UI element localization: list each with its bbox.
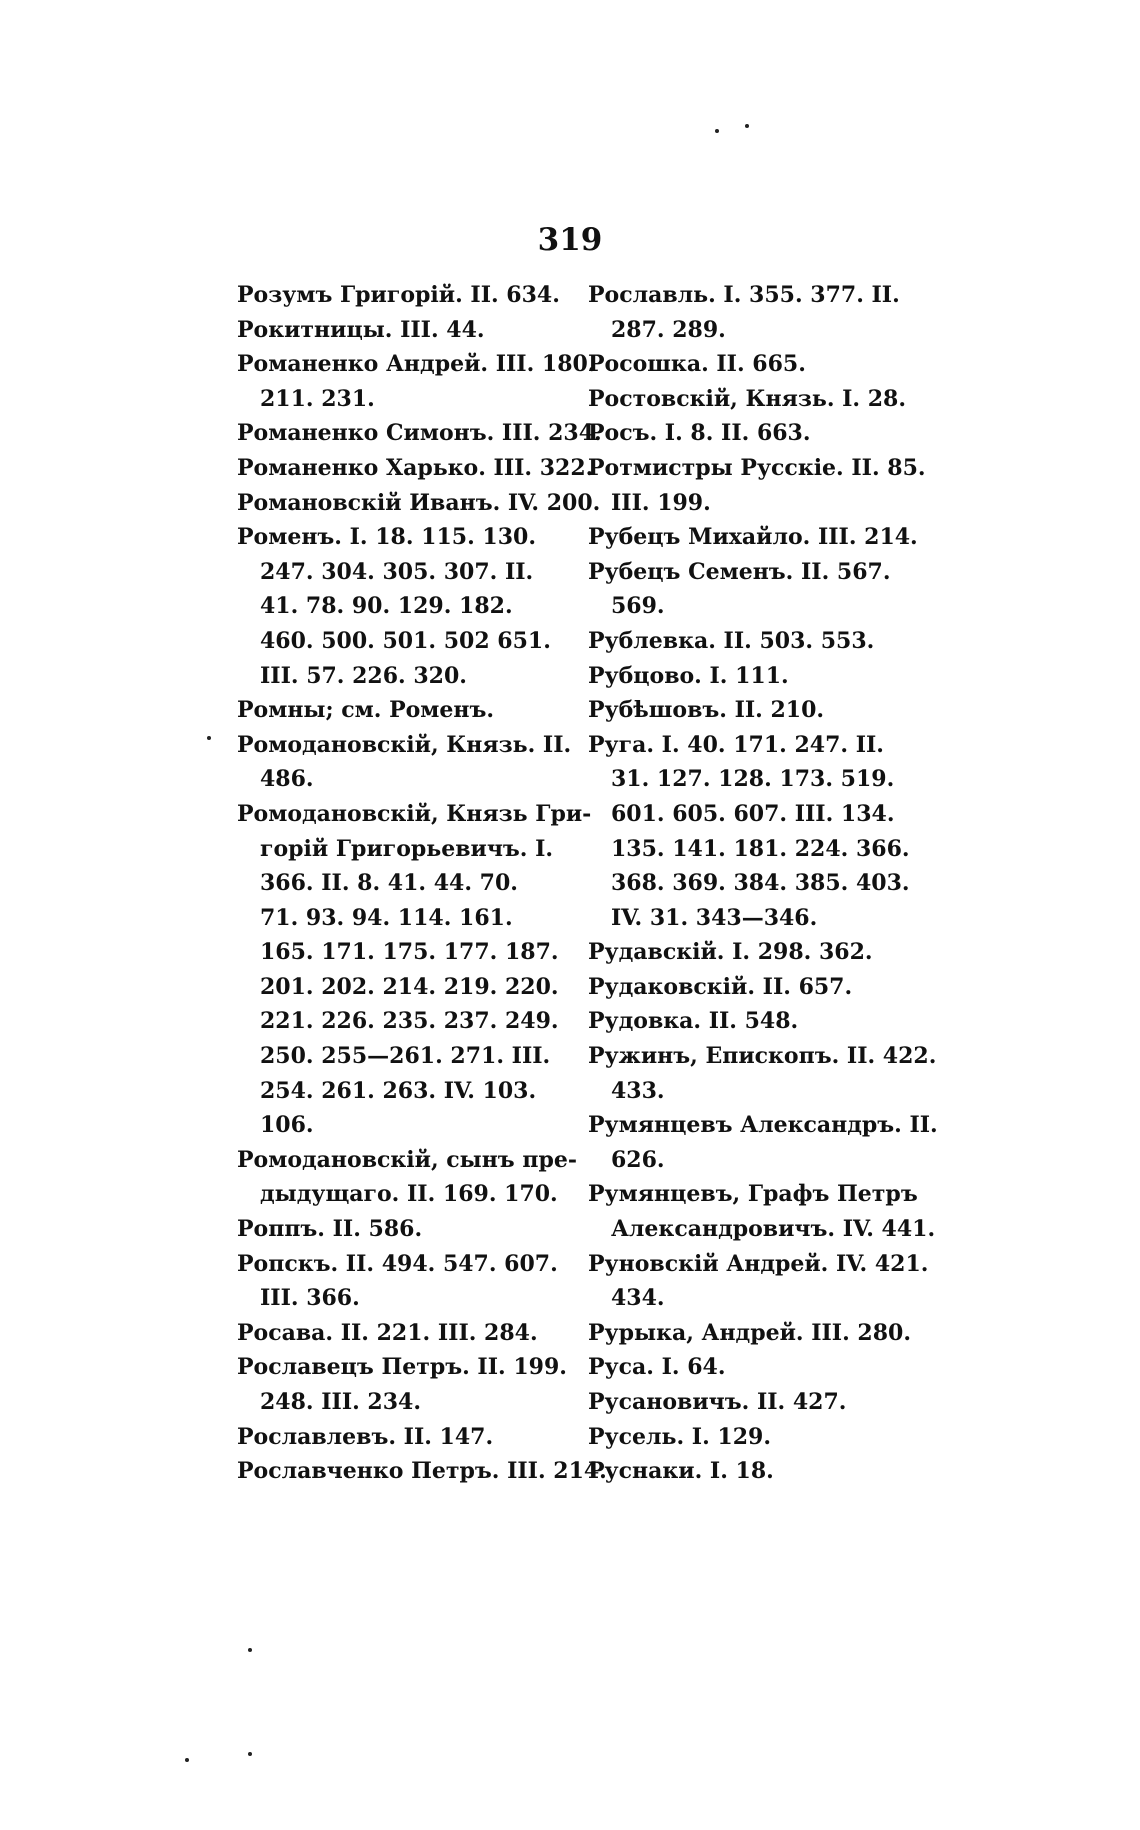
index-line: 368. 369. 384. 385. 403. [611, 870, 910, 897]
print-speck [185, 1758, 189, 1762]
index-line: Ротмистры Русскіе. II. 85. [588, 454, 926, 481]
index-line: 31. 127. 128. 173. 519. [611, 766, 895, 793]
index-line: дыдущаго. II. 169. 170. [260, 1181, 558, 1208]
index-line: 460. 500. 501. 502 651. [260, 627, 551, 654]
index-line: Рославецъ Петръ. II. 199. [237, 1354, 567, 1381]
index-line: 247. 304. 305. 307. II. [260, 558, 534, 585]
index-line: 201. 202. 214. 219. 220. [260, 973, 559, 1000]
index-line: Русановичъ. II. 427. [588, 1389, 847, 1415]
index-line: III. 199. [611, 489, 711, 516]
index-line: 569. [611, 593, 665, 620]
index-line: Роменъ. I. 18. 115. 130. [237, 524, 536, 551]
print-speck [248, 1752, 252, 1756]
index-line: Ростовскій, Князь. I. 28. [588, 385, 907, 412]
index-line: Ромодановскій, Князь Гри- [237, 800, 592, 827]
index-line: 601. 605. 607. III. 134. [611, 800, 895, 827]
index-line: Рудаковскій. II. 657. [588, 973, 853, 1000]
index-line: Рублевка. II. 503. 553. [588, 627, 875, 654]
index-line: Рославль. I. 355. 377. II. [588, 282, 900, 308]
index-line: 135. 141. 181. 224. 366. [611, 835, 910, 862]
index-line: Романенко Андрей. III. 180. [237, 351, 596, 378]
index-line: Рославченко Петръ. III. 214. [237, 1458, 607, 1485]
index-line: Росава. II. 221. III. 284. [237, 1319, 538, 1346]
index-line: Росошка. II. 665. [588, 351, 806, 378]
index-line: Розумъ Григорій. II. 634. [237, 282, 560, 308]
index-line: Роппъ. II. 586. [237, 1216, 423, 1243]
index-line: III. 366. [260, 1285, 360, 1312]
print-speck [248, 1648, 252, 1652]
index-line: 486. [260, 766, 314, 793]
index-line: 366. II. 8. 41. 44. 70. [260, 870, 518, 897]
index-line: IV. 31. 343—346. [611, 904, 818, 931]
print-speck [207, 736, 211, 740]
index-line: 248. III. 234. [260, 1389, 422, 1415]
index-line: Рурыка, Андрей. III. 280. [588, 1319, 911, 1346]
page-number: 319 [537, 222, 603, 258]
index-column-left [237, 278, 607, 1489]
index-line: 211. 231. [260, 385, 375, 412]
index-line: Ружинъ, Епископъ. II. 422. [588, 1043, 937, 1070]
index-line: 626. [611, 1146, 665, 1173]
index-line: Руга. I. 40. 171. 247. II. [588, 731, 884, 758]
print-speck [745, 124, 749, 128]
index-line: Романенко Харько. III. 322. [237, 454, 594, 481]
index-line: Русель. I. 129. [588, 1423, 771, 1450]
index-line: 165. 171. 175. 177. 187. [260, 939, 559, 966]
index-line: 433. [611, 1077, 665, 1104]
index-line: Румянцевъ, Графъ Петръ [588, 1181, 918, 1208]
index-line: Рубѣшовъ. II. 210. [588, 697, 825, 724]
index-line: Руновскій Андрей. IV. 421. [588, 1250, 929, 1277]
index-line: 254. 261. 263. IV. 103. [260, 1077, 537, 1104]
index-line: 287. 289. [611, 316, 726, 343]
index-column-right [588, 278, 938, 1489]
index-line: 106. [260, 1112, 314, 1139]
index-line: Рубцово. I. 111. [588, 662, 789, 689]
index-line: Александровичъ. IV. 441. [611, 1216, 936, 1243]
index-line: Рудовка. II. 548. [588, 1008, 799, 1035]
index-line: Росъ. I. 8. II. 663. [588, 420, 811, 447]
index-line: 41. 78. 90. 129. 182. [260, 593, 513, 620]
index-line: Ромны; см. Роменъ. [237, 697, 495, 724]
index-line: III. 57. 226. 320. [260, 662, 467, 689]
index-line: горій Григорьевичъ. I. [260, 835, 554, 862]
index-line: Ромодановскій, Князь. II. [237, 731, 572, 758]
index-line: 434. [611, 1285, 665, 1312]
index-line: Ромодановскій, сынъ пре- [237, 1146, 577, 1173]
index-line: Руснаки. I. 18. [588, 1458, 774, 1485]
index-line: Романовскій Иванъ. IV. 200. [237, 489, 601, 516]
index-line: Рославлевъ. II. 147. [237, 1423, 494, 1450]
index-line: Рубецъ Семенъ. II. 567. [588, 558, 891, 585]
index-line: Румянцевъ Александръ. II. [588, 1112, 938, 1139]
index-line: Ропскъ. II. 494. 547. 607. [237, 1250, 558, 1277]
index-line: Рубецъ Михайло. III. 214. [588, 524, 918, 551]
index-line: 250. 255—261. 271. III. [260, 1043, 551, 1070]
index-line: Романенко Симонъ. III. 234. [237, 420, 602, 447]
index-line: Рокитницы. III. 44. [237, 316, 485, 343]
index-line: 221. 226. 235. 237. 249. [260, 1008, 559, 1035]
index-line: Рудавскій. I. 298. 362. [588, 939, 873, 966]
index-line: 71. 93. 94. 114. 161. [260, 904, 513, 931]
index-line: Руса. I. 64. [588, 1354, 726, 1381]
print-speck [715, 129, 719, 133]
